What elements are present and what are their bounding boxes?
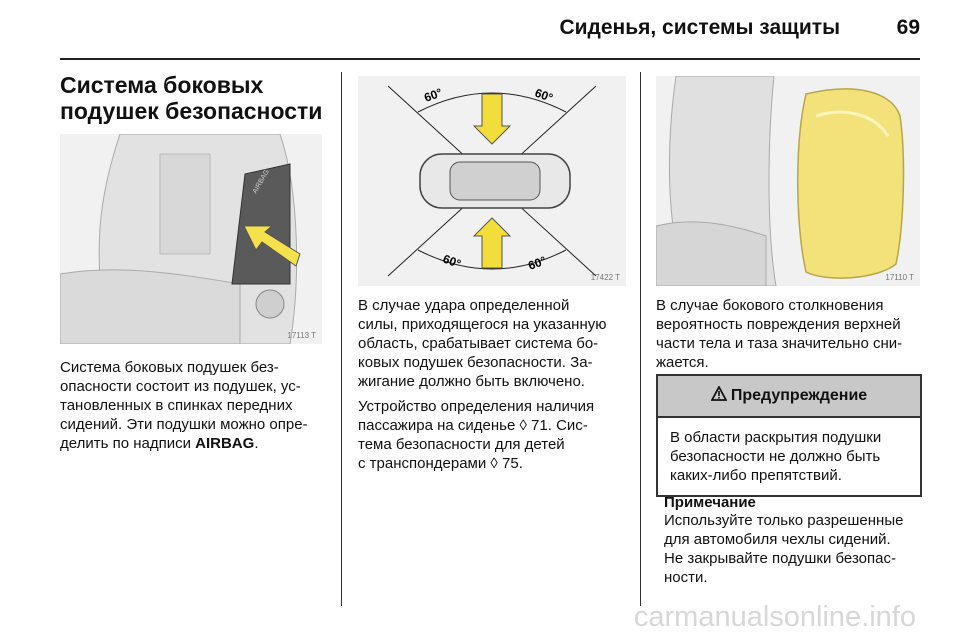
col2-text	[358, 296, 630, 473]
text-line: В случае бокового столкновения	[656, 297, 884, 314]
col3-text	[656, 296, 928, 372]
watermark: carmanualsonline.info	[633, 601, 916, 633]
text-line: Не закрывайте подушки безопас-	[664, 550, 896, 567]
text-line: каких-либо препятствий.	[670, 467, 842, 484]
text-line: ковых подушек безопасности. За-	[358, 354, 593, 371]
text-line: силы, приходящегося на указанную	[358, 316, 607, 333]
column-1	[60, 72, 328, 124]
figure-code: 17110 T	[885, 273, 914, 282]
text-line: части тела и таза значительно сни-	[656, 335, 903, 352]
impact-zone-figure	[358, 76, 626, 286]
text-line: Устройство определения наличия	[358, 398, 595, 415]
angle-label: 60°	[532, 85, 555, 106]
column-divider	[341, 72, 342, 606]
page-header	[0, 0, 960, 56]
text-line: делить по надписи	[60, 435, 196, 452]
text-tail: .	[518, 455, 523, 472]
text-line: тема безопасности для детей	[358, 436, 565, 453]
header-rule	[60, 58, 920, 60]
title-line: подушек безопасности	[60, 98, 323, 124]
seat-illustration	[60, 134, 322, 344]
section-title	[60, 72, 328, 124]
text-line: для автомобиля чехлы сидений.	[664, 531, 891, 548]
paragraph	[656, 296, 928, 372]
angle-label: 60°	[422, 85, 445, 105]
airbag-illustration	[656, 76, 920, 286]
text-line: безопасности не должно быть	[670, 448, 881, 465]
warning-triangle-icon	[711, 386, 727, 406]
text-line: область, срабатывает система бо-	[358, 335, 599, 352]
warning-title: Предупреждение	[730, 387, 868, 404]
warning-header	[658, 376, 920, 418]
angle-label: 60°	[440, 251, 463, 272]
text-line: В случае удара определенной	[358, 297, 570, 314]
deployed-airbag-figure	[656, 76, 920, 286]
seat-airbag-figure	[60, 134, 322, 344]
text-line: опасности состоит из подушек, ус-	[60, 378, 301, 395]
text-line: В области раскрытия подушки	[670, 429, 882, 446]
title-line: Система боковых	[60, 72, 264, 98]
note-body	[664, 511, 930, 587]
paragraph	[358, 296, 630, 391]
text-line: тановленных в спинках передних	[60, 397, 293, 414]
page-ref-icon: ◊	[490, 455, 498, 472]
col1-text	[60, 358, 328, 453]
page-number: 69	[896, 16, 920, 39]
angle-label: 60°	[526, 253, 549, 273]
text-line: жается.	[656, 354, 709, 371]
page-ref-icon: ◊	[519, 417, 527, 434]
text-line: Система боковых подушек без-	[60, 359, 279, 376]
figure-code: 17113 T	[287, 331, 316, 340]
warning-box	[656, 374, 922, 497]
text-line: жигание должно быть включено.	[358, 373, 585, 390]
note-section	[664, 494, 930, 587]
impact-diagram	[358, 76, 626, 286]
airbag-term: AIRBAG	[195, 435, 255, 452]
paragraph	[60, 358, 328, 453]
text-line: вероятность повреждения верхней	[656, 316, 901, 333]
column-divider	[640, 72, 641, 606]
page-ref-link[interactable]: 75	[502, 455, 519, 472]
page-ref-link[interactable]: 71	[531, 417, 548, 434]
running-title: Сиденья, системы защиты	[559, 16, 840, 39]
text-tail: . Сис-	[547, 417, 588, 434]
text-line: ности.	[664, 569, 708, 586]
punctuation: .	[254, 435, 259, 452]
figure-code: 17422 T	[590, 273, 620, 282]
text-line: с транспондерами	[358, 455, 491, 472]
warning-body	[658, 418, 920, 495]
text-line: сидений. Эти подушки можно опре-	[60, 416, 308, 433]
text-line: Используйте только разрешенные	[664, 512, 904, 529]
airbag-label: AIRBAG	[251, 168, 271, 195]
text-line: пассажира на сиденье	[358, 417, 520, 434]
paragraph	[358, 397, 630, 473]
note-title: Примечание	[664, 494, 756, 511]
